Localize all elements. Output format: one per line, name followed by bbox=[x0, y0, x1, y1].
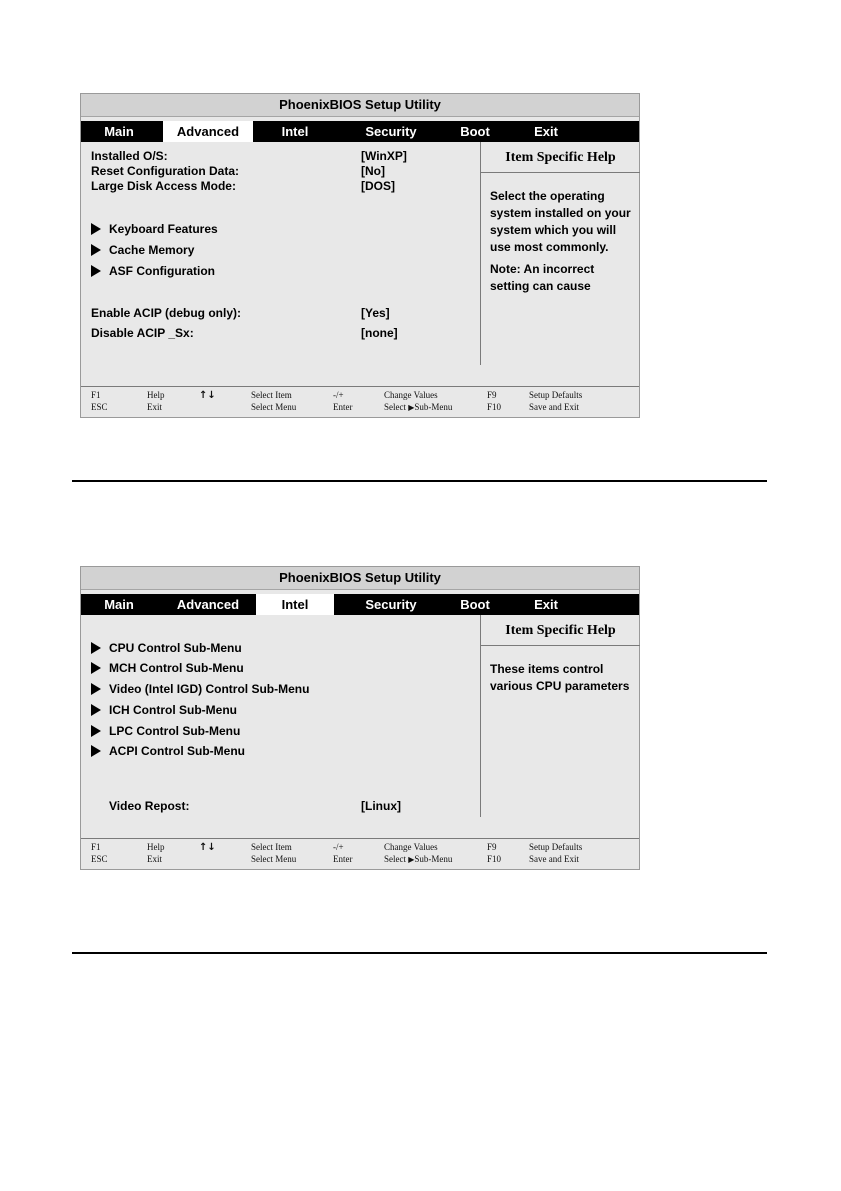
submenu-keyboard-features[interactable] bbox=[91, 221, 218, 237]
key-esc: ESC bbox=[91, 854, 108, 864]
triangle-right-icon bbox=[91, 223, 101, 235]
triangle-right-icon bbox=[91, 244, 101, 256]
help-title: Item Specific Help bbox=[481, 621, 640, 646]
submenu-label: ACPI Control Sub-Menu bbox=[109, 744, 245, 758]
setting-label: Installed O/S: bbox=[91, 149, 168, 163]
key-f9: F9 bbox=[487, 842, 497, 852]
settings-panel bbox=[81, 615, 480, 817]
setting-label: Video Repost: bbox=[109, 799, 190, 813]
triangle-right-icon bbox=[91, 745, 101, 757]
setting-disable-acip-sx[interactable] bbox=[91, 326, 398, 341]
key-save-and-exit-label: Save and Exit bbox=[529, 854, 579, 864]
help-panel bbox=[480, 142, 640, 365]
key-save-and-exit-label: Save and Exit bbox=[529, 402, 579, 412]
setting-value[interactable]: [Linux] bbox=[361, 799, 401, 813]
setting-label: Enable ACIP (debug only): bbox=[91, 306, 242, 320]
key-select-menu-label: Select Menu bbox=[251, 402, 297, 412]
submenu-label: Cache Memory bbox=[109, 243, 195, 257]
setting-value[interactable]: [WinXP] bbox=[361, 149, 407, 163]
help-paragraph: Note: An incorrect setting can cause bbox=[490, 262, 595, 293]
key-select-menu-label: Select Menu bbox=[251, 854, 297, 864]
key-f1: F1 bbox=[91, 390, 101, 400]
key-minus-plus: -/+ bbox=[333, 390, 344, 400]
triangle-right-icon: ▶ bbox=[408, 403, 415, 412]
bios-title: PhoenixBIOS Setup Utility bbox=[81, 94, 639, 117]
submenu-acpi-control[interactable] bbox=[91, 743, 245, 759]
key-f10: F10 bbox=[487, 402, 502, 412]
help-paragraph: Select the operating system installed on your system which you will use most commonly. bbox=[490, 189, 631, 254]
select-word: Select bbox=[384, 402, 406, 412]
setting-label: Reset Configuration Data: bbox=[91, 164, 240, 178]
setting-value[interactable]: [DOS] bbox=[361, 179, 395, 193]
triangle-right-icon bbox=[91, 725, 101, 737]
submenu-cache-memory[interactable] bbox=[91, 242, 194, 258]
submenu-mch-control[interactable] bbox=[91, 660, 244, 676]
triangle-right-icon bbox=[91, 265, 101, 277]
key-select-submenu-label bbox=[384, 402, 452, 413]
key-f9: F9 bbox=[487, 390, 497, 400]
setting-reset-configuration-data[interactable] bbox=[91, 164, 385, 179]
setting-label: Disable ACIP _Sx: bbox=[91, 326, 194, 340]
setting-value[interactable]: [none] bbox=[361, 326, 398, 340]
key-minus-plus: -/+ bbox=[333, 842, 344, 852]
tab-main[interactable]: Main bbox=[104, 597, 134, 612]
submenu-video-control[interactable] bbox=[91, 681, 309, 697]
triangle-right-icon bbox=[91, 662, 101, 674]
submenu-lpc-control[interactable] bbox=[91, 723, 240, 739]
help-title: Item Specific Help bbox=[481, 148, 640, 173]
help-paragraph: These items control various CPU parameters bbox=[490, 662, 630, 693]
tab-boot[interactable]: Boot bbox=[460, 124, 490, 139]
submenu-label: MCH Control Sub-Menu bbox=[109, 661, 244, 675]
tab-security[interactable]: Security bbox=[365, 124, 417, 139]
bios-screen-advanced bbox=[80, 93, 640, 418]
divider-rule bbox=[72, 952, 767, 954]
key-setup-defaults-label: Setup Defaults bbox=[529, 842, 583, 852]
key-esc: ESC bbox=[91, 402, 108, 412]
setting-value[interactable]: [Yes] bbox=[361, 306, 390, 320]
setting-video-repost[interactable] bbox=[109, 799, 401, 814]
submenu-label: Video (Intel IGD) Control Sub-Menu bbox=[109, 682, 310, 696]
key-help-label: Help bbox=[147, 390, 165, 400]
key-select-submenu-label bbox=[384, 854, 452, 865]
help-panel bbox=[480, 615, 640, 817]
submenu-label: Keyboard Features bbox=[109, 222, 218, 236]
help-text bbox=[490, 188, 636, 300]
tab-boot[interactable]: Boot bbox=[460, 597, 490, 612]
key-exit-label: Exit bbox=[147, 854, 162, 864]
submenu-label: ICH Control Sub-Menu bbox=[109, 703, 237, 717]
tab-intel[interactable]: Intel bbox=[256, 594, 334, 615]
triangle-right-icon: ▶ bbox=[408, 855, 415, 864]
tab-exit[interactable]: Exit bbox=[534, 124, 558, 139]
triangle-right-icon bbox=[91, 642, 101, 654]
key-f1: F1 bbox=[91, 842, 101, 852]
select-word: Select bbox=[384, 854, 406, 864]
submenu-label: ASF Configuration bbox=[109, 264, 215, 278]
key-change-values-label: Change Values bbox=[384, 842, 438, 852]
tab-intel[interactable]: Intel bbox=[281, 124, 309, 139]
setting-enable-acip[interactable] bbox=[91, 306, 390, 321]
setting-large-disk-access-mode[interactable] bbox=[91, 179, 395, 194]
submenu-word: Sub-Menu bbox=[414, 402, 453, 412]
help-text bbox=[490, 661, 636, 700]
submenu-ich-control[interactable] bbox=[91, 702, 237, 718]
key-setup-defaults-label: Setup Defaults bbox=[529, 390, 583, 400]
triangle-right-icon bbox=[91, 683, 101, 695]
key-legend bbox=[81, 386, 639, 417]
submenu-asf-configuration[interactable] bbox=[91, 263, 215, 279]
up-down-arrows-icon: ↑↓ bbox=[199, 390, 216, 401]
tab-advanced[interactable]: Advanced bbox=[163, 121, 253, 142]
key-select-item-label: Select Item bbox=[251, 390, 292, 400]
divider-rule bbox=[72, 480, 767, 482]
setting-installed-os[interactable] bbox=[91, 149, 407, 164]
tab-security[interactable]: Security bbox=[365, 597, 417, 612]
menu-bar bbox=[81, 594, 639, 615]
submenu-cpu-control[interactable] bbox=[91, 640, 242, 656]
triangle-right-icon bbox=[91, 704, 101, 716]
key-legend bbox=[81, 838, 639, 869]
tab-main[interactable]: Main bbox=[104, 124, 134, 139]
submenu-label: LPC Control Sub-Menu bbox=[109, 724, 241, 738]
key-select-item-label: Select Item bbox=[251, 842, 292, 852]
bios-screen-intel bbox=[80, 566, 640, 870]
menu-bar bbox=[81, 121, 639, 142]
tab-exit[interactable]: Exit bbox=[534, 597, 558, 612]
key-change-values-label: Change Values bbox=[384, 390, 438, 400]
key-enter: Enter bbox=[333, 854, 353, 864]
settings-panel bbox=[81, 142, 480, 365]
key-exit-label: Exit bbox=[147, 402, 162, 412]
submenu-label: CPU Control Sub-Menu bbox=[109, 641, 242, 655]
tab-advanced[interactable]: Advanced bbox=[176, 597, 240, 612]
key-f10: F10 bbox=[487, 854, 502, 864]
up-down-arrows-icon: ↑↓ bbox=[199, 842, 216, 853]
key-enter: Enter bbox=[333, 402, 353, 412]
bios-title: PhoenixBIOS Setup Utility bbox=[81, 567, 639, 590]
setting-label: Large Disk Access Mode: bbox=[91, 179, 236, 193]
setting-value[interactable]: [No] bbox=[361, 164, 385, 178]
submenu-word: Sub-Menu bbox=[414, 854, 453, 864]
key-help-label: Help bbox=[147, 842, 165, 852]
